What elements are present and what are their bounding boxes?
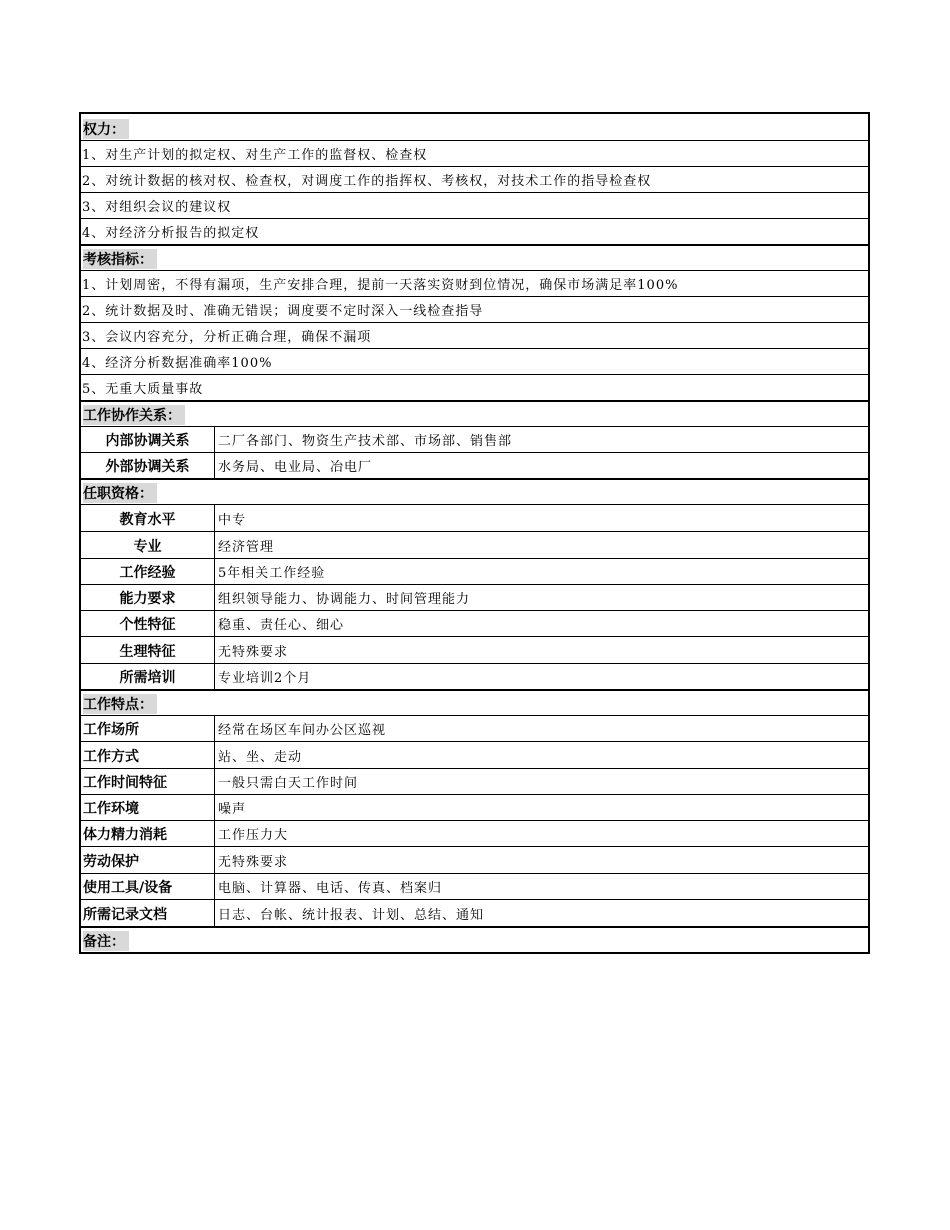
- qualification-row: [81, 610, 868, 636]
- feature-label: 工作场所: [81, 716, 215, 741]
- feature-row: [81, 846, 868, 873]
- qualification-label: 个性特征: [81, 611, 215, 636]
- feature-row: [81, 794, 868, 820]
- qualification-label: 能力要求: [81, 585, 215, 610]
- feature-value: 站、坐、走动: [218, 750, 303, 765]
- section-title-kpi: 考核指标：: [83, 249, 157, 269]
- section-title-relations: 工作协作关系：: [83, 405, 185, 425]
- feature-value: 日志、台帐、统计报表、计划、总结、通知: [218, 908, 485, 923]
- qualification-row: [81, 636, 868, 663]
- relation-row: [81, 426, 868, 452]
- kpi-item: [81, 322, 868, 348]
- qualification-label: 工作经验: [81, 559, 215, 584]
- power-item: [81, 166, 868, 192]
- feature-value: 无特殊要求: [218, 855, 289, 870]
- kpi-item-text: 2、统计数据及时、准确无错误；调度要不定时深入一线检查指导: [82, 304, 484, 319]
- feature-label: 所需记录文档: [81, 900, 215, 926]
- section-title-qualifications: 任职资格：: [83, 483, 157, 503]
- feature-label: 劳动保护: [81, 847, 215, 873]
- section-title-power: 权力：: [83, 119, 129, 139]
- relation-row: [81, 452, 868, 478]
- feature-label: 工作方式: [81, 742, 215, 768]
- qualification-row: [81, 531, 868, 558]
- feature-label: 工作时间特征: [81, 769, 215, 794]
- qualification-label: 教育水平: [81, 505, 215, 531]
- feature-row: [81, 741, 868, 768]
- kpi-item: [81, 374, 868, 400]
- power-item-text: 1、对生产计划的拟定权、对生产工作的监督权、检查权: [82, 148, 428, 163]
- feature-row: [81, 820, 868, 846]
- kpi-item: [81, 348, 868, 374]
- power-item-text: 3、对组织会议的建议权: [82, 200, 232, 215]
- relation-value: 水务局、电业局、冶电厂: [218, 460, 373, 475]
- relation-label: 外部协调关系: [81, 453, 215, 478]
- qualification-row: [81, 584, 868, 610]
- qualification-label: 生理特征: [81, 637, 215, 663]
- feature-row: [81, 873, 868, 899]
- qualification-value: 5年相关工作经验: [218, 566, 326, 581]
- kpi-item: [81, 296, 868, 322]
- feature-value: 噪声: [218, 802, 247, 817]
- qualification-row: [81, 558, 868, 584]
- job-description-table: [79, 112, 870, 954]
- feature-value: 经常在场区车间办公区巡视: [218, 723, 387, 738]
- section-title-features: 工作特点：: [83, 694, 157, 714]
- power-item-text: 4、对经济分析报告的拟定权: [82, 226, 260, 241]
- section-header-kpi: [81, 244, 868, 270]
- section-header-features: [81, 689, 868, 715]
- kpi-item-text: 1、计划周密，不得有漏项，生产安排合理，提前一天落实资财到位情况，确保市场满足率100%: [82, 278, 679, 293]
- power-item: [81, 218, 868, 244]
- qualification-value: 专业培训2个月: [218, 671, 312, 686]
- feature-value: 工作压力大: [218, 828, 289, 843]
- relation-label: 内部协调关系: [81, 427, 215, 452]
- feature-label: 体力精力消耗: [81, 821, 215, 846]
- feature-label: 工作环境: [81, 795, 215, 820]
- qualification-value: 中专: [218, 513, 247, 528]
- relation-value: 二厂各部门、物资生产技术部、市场部、销售部: [218, 434, 513, 449]
- power-item: [81, 140, 868, 166]
- section-header-remarks: [81, 926, 868, 952]
- section-title-remarks: 备注：: [83, 931, 129, 951]
- qualification-value: 组织领导能力、协调能力、时间管理能力: [218, 592, 471, 607]
- power-item: [81, 192, 868, 218]
- section-header-qualifications: [81, 478, 868, 504]
- feature-row: [81, 768, 868, 794]
- feature-row: [81, 715, 868, 741]
- power-item-text: 2、对统计数据的核对权、检查权，对调度工作的指挥权、考核权，对技术工作的指导检查权: [82, 174, 652, 189]
- feature-row: [81, 899, 868, 926]
- qualification-label: 专业: [81, 532, 215, 558]
- feature-value: 一般只需白天工作时间: [218, 776, 359, 791]
- kpi-item-text: 5、无重大质量事故: [82, 382, 204, 397]
- kpi-item-text: 3、会议内容充分，分析正确合理，确保不漏项: [82, 330, 372, 345]
- section-header-relations: [81, 400, 868, 426]
- qualification-value: 稳重、责任心、细心: [218, 618, 345, 633]
- qualification-value: 无特殊要求: [218, 645, 289, 660]
- kpi-item-text: 4、经济分析数据准确率100%: [82, 356, 273, 371]
- qualification-label: 所需培训: [81, 664, 215, 689]
- section-header-power: [81, 114, 868, 140]
- feature-label: 使用工具/设备: [81, 874, 215, 899]
- kpi-item: [81, 270, 868, 296]
- qualification-value: 经济管理: [218, 540, 275, 555]
- qualification-row: [81, 504, 868, 531]
- feature-value: 电脑、计算器、电话、传真、档案归: [218, 881, 443, 896]
- qualification-row: [81, 663, 868, 689]
